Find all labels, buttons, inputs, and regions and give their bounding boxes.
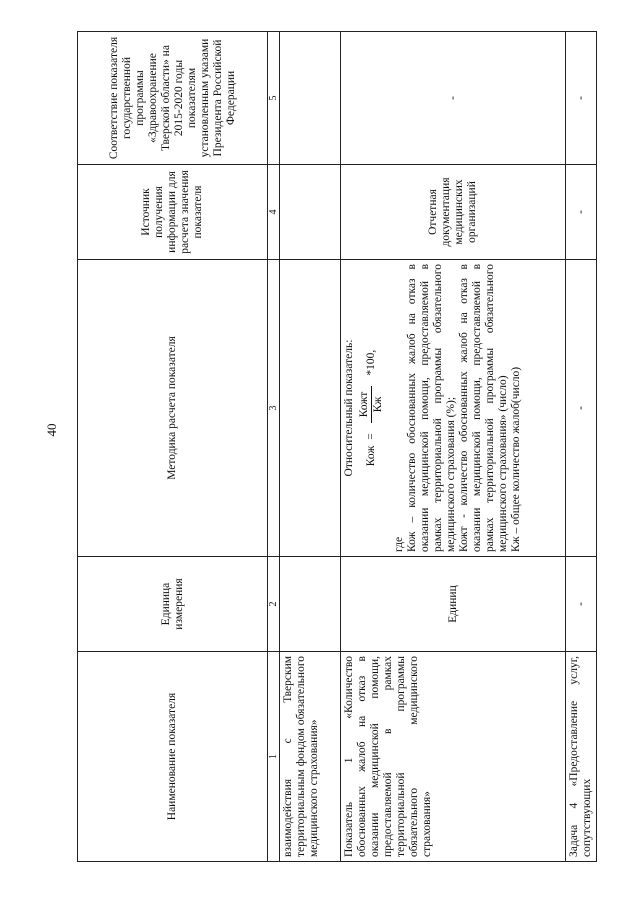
method-definition: Кож – количество обоснованных жалоб на отказ в оказании медицинской помощи, предоставляемой в рамках территориальной программы обязательного медицинского страхования (%); bbox=[406, 264, 457, 552]
task-source: - bbox=[566, 165, 597, 260]
header-indicator-name: Наименование показателя bbox=[78, 652, 268, 862]
indicator-correspondence: - bbox=[341, 32, 566, 165]
method-lead: Относительный показатель: bbox=[343, 339, 355, 477]
column-number: 3 bbox=[268, 260, 280, 557]
column-number-row bbox=[268, 32, 280, 862]
indicators-table bbox=[77, 31, 597, 862]
formula-denominator: Кж bbox=[372, 396, 384, 413]
indicator-name: Показатель 1 «Количество обоснованных жалоб на отказ в оказании медицинской помощи, предоставляемой в рамках территориальной программы обязательного медицинского страхования» bbox=[341, 652, 566, 862]
formula-fraction bbox=[358, 386, 385, 424]
column-number: 5 bbox=[268, 32, 280, 165]
column-number: 1 bbox=[268, 652, 280, 862]
table-row bbox=[341, 32, 566, 862]
formula-lhs: Кож bbox=[365, 445, 377, 467]
task-method: - bbox=[566, 260, 597, 557]
formula-equals: = bbox=[365, 433, 377, 440]
rotated-table-container bbox=[77, 32, 593, 862]
task-name: Задача 4 «Предоставление услуг, сопутствующих bbox=[566, 652, 597, 862]
task-correspondence: - bbox=[566, 32, 597, 165]
table-row bbox=[566, 32, 597, 862]
indicator-source: Отчетная документация медицинских организаций bbox=[341, 165, 566, 260]
task-unit: - bbox=[566, 557, 597, 652]
column-number: 4 bbox=[268, 165, 280, 260]
method-definition: Кожт - количество обоснованных жалоб на отказ в оказании медицинской помощи, предоставляемой в рамках территориальной программы обязательного медицинского страхования» (число) bbox=[458, 264, 509, 552]
continuation-text: взаимодействия с Тверским территориальным фондом обязательного медицинского страхования» bbox=[280, 652, 341, 862]
formula-multiplier: *100, bbox=[365, 349, 377, 376]
method-where: где bbox=[393, 536, 405, 552]
indicator-unit: Единиц bbox=[341, 557, 566, 652]
table-header-row bbox=[78, 32, 268, 862]
header-method: Методика расчета показателя bbox=[78, 260, 268, 557]
formula bbox=[358, 264, 385, 552]
header-unit: Единица измерения bbox=[78, 557, 268, 652]
table-row bbox=[280, 32, 341, 862]
formula-numerator: Кожт bbox=[358, 386, 372, 424]
indicator-method bbox=[341, 260, 566, 557]
header-correspondence: Соответствие показателя государственной программы «Здравоохранение Тверской области» на 2015-2020 годы показателям установленным указами Президента Российской Федерации bbox=[78, 32, 268, 165]
page-number: 40 bbox=[44, 423, 59, 437]
method-definition: Кж – общее количество жалоб(число) bbox=[510, 366, 522, 552]
header-source: Источник получения информации для расчета значения показателя bbox=[78, 165, 268, 260]
column-number: 2 bbox=[268, 557, 280, 652]
